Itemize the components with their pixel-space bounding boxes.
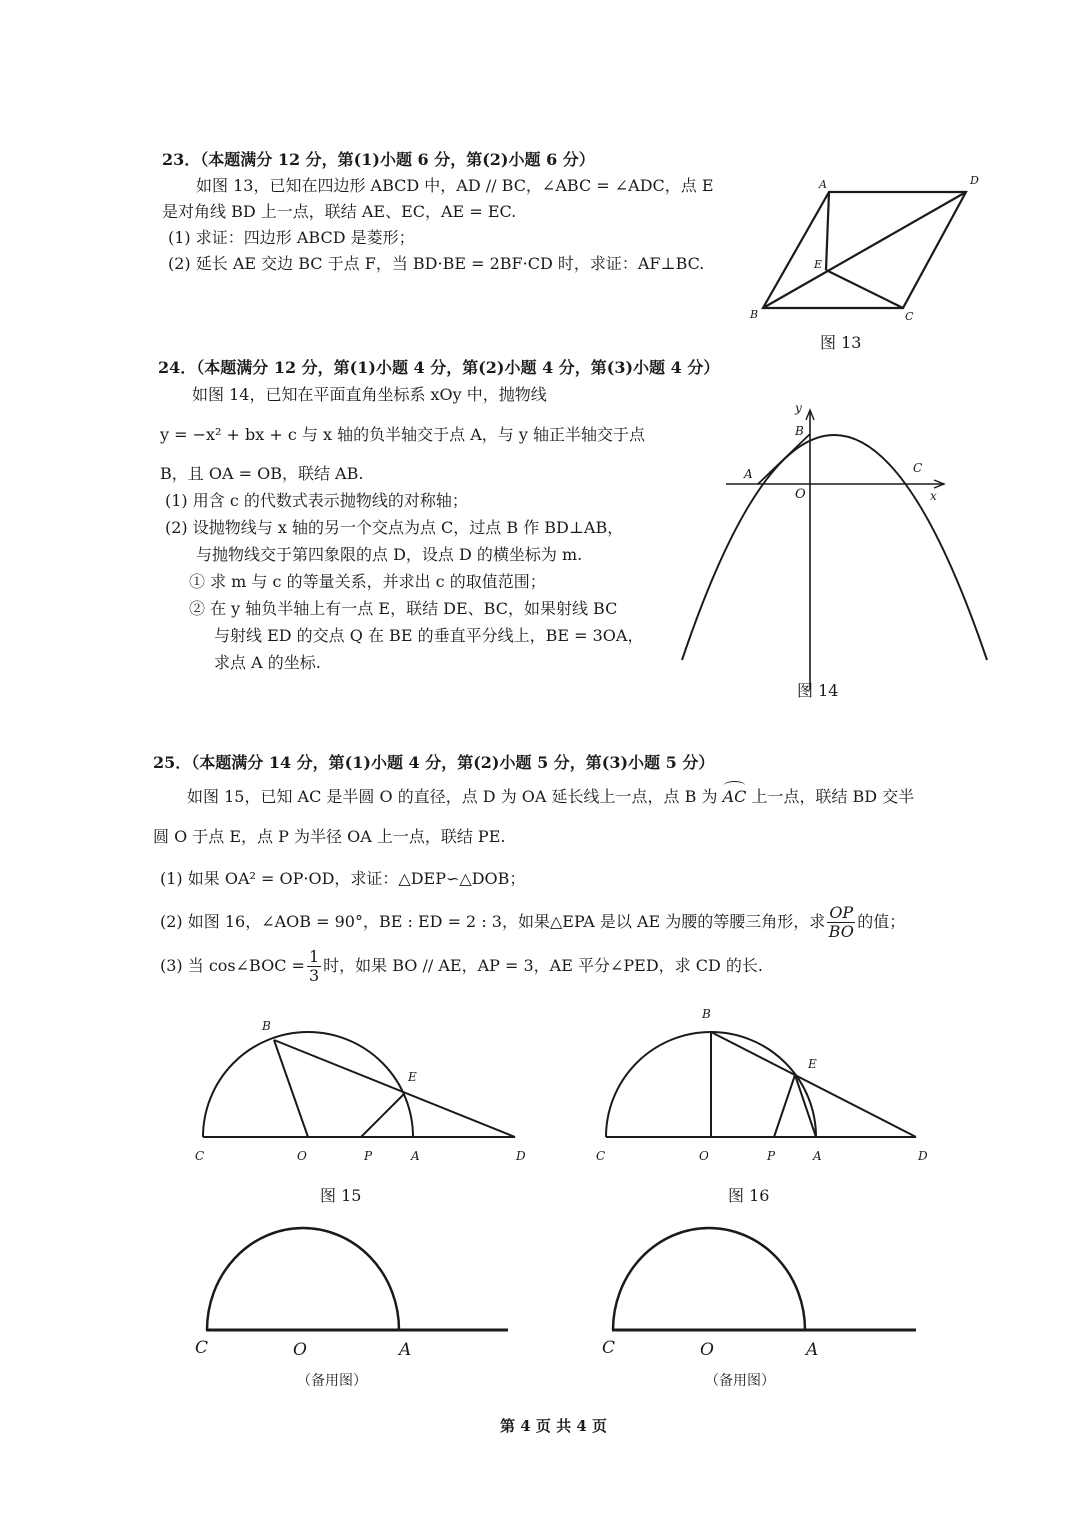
fig13-label-c: C: [905, 310, 914, 323]
diagonal-bd: [763, 192, 966, 308]
fig16-label-o: O: [699, 1149, 709, 1163]
fig14-y-arrow: [806, 410, 814, 420]
fig14-segment-ab: [758, 434, 810, 484]
q23-line1: 如图 13，已知在四边形 ABCD 中，AD // BC，∠ABC = ∠ADC，点 E: [196, 176, 714, 195]
fig16-label-a: A: [813, 1149, 822, 1163]
fig15-label-c: C: [195, 1149, 205, 1163]
q24-sub2b: 与射线 ED 的交点 Q 在 BE 的垂直平分线上，BE = 3OA，: [214, 626, 644, 645]
q23-header: 23．（本题满分 12 分，第(1)小题 6 分，第(2)小题 6 分）: [162, 150, 595, 169]
q24-header: 24．（本题满分 12 分，第(1)小题 4 分，第(2)小题 4 分，第(3)小题 4 分）: [158, 358, 720, 377]
fraction-op-bo: [827, 904, 855, 941]
fig16-segment-pe: [774, 1075, 795, 1137]
q25-line2: 圆 O 于点 E，点 P 为半径 OA 上一点，联结 PE.: [153, 827, 506, 846]
fig15-semicircle: [203, 1032, 413, 1137]
fig15-caption: 图 15: [320, 1186, 362, 1205]
fig15-label-p: P: [364, 1149, 373, 1163]
fig15-segment-bo: [274, 1040, 308, 1137]
spare-right-semicircle: [613, 1228, 805, 1330]
page-footer: 第 4 页 共 4 页: [500, 1417, 607, 1435]
fig15-label-d: D: [516, 1149, 526, 1163]
q24-sub2: ② 在 y 轴负半轴上有一点 E，联结 DE、BC，如果射线 BC: [189, 599, 618, 618]
spare-right-label-c: C: [602, 1338, 616, 1358]
spare-right-label-o: O: [700, 1340, 714, 1360]
fig14-label-a: A: [744, 467, 753, 481]
fig13-label-b: B: [750, 308, 759, 321]
fig14-label-x: x: [930, 489, 937, 503]
fig14-parabola: [682, 435, 987, 660]
spare-left-label-c: C: [195, 1338, 209, 1358]
fig15-label-a: A: [411, 1149, 420, 1163]
fig16-label-d: D: [918, 1149, 928, 1163]
q25-part2: [160, 902, 905, 942]
fig16-caption: 图 16: [728, 1186, 770, 1205]
q24-line1: 如图 14，已知在平面直角坐标系 xOy 中，抛物线: [192, 385, 547, 404]
q25-part3-end: 时，如果 BO // AE，AP = 3，AE 平分∠PED，求 CD 的长.: [323, 956, 764, 975]
rhombus-abcd: [763, 192, 966, 308]
fig14-label-o: O: [795, 487, 806, 502]
fig15-label-o: O: [297, 1149, 307, 1163]
fig15-label-e: E: [408, 1070, 417, 1084]
fig16-semicircle: [606, 1032, 816, 1137]
q24-line2: y = −x² + bx + c 与 x 轴的负半轴交于点 A，与 y 轴正半轴交于点: [160, 425, 645, 444]
spare-right-label-a: A: [806, 1340, 819, 1360]
q24-part1: (1) 用含 c 的代数式表示抛物线的对称轴；: [165, 491, 468, 510]
q24-part2: (2) 设抛物线与 x 轴的另一个交点为点 C，过点 B 作 BD⊥AB，: [165, 518, 624, 537]
fig13-label-a: A: [819, 178, 827, 191]
fig14-label-y: y: [795, 401, 802, 415]
fig14-x-arrow: [934, 480, 944, 488]
q25-part2-end: 的值；: [857, 912, 906, 931]
q25-line1: [187, 786, 914, 808]
spare-right-caption: （备用图）: [705, 1373, 775, 1389]
fig15-segment-pe: [361, 1094, 404, 1137]
q23-part1: (1) 求证：四边形 ABCD 是菱形；: [168, 228, 415, 247]
arc-ac-label: AC: [722, 787, 747, 806]
fraction-one-third: [307, 948, 321, 985]
q25-part1: (1) 如果 OA² = OP·OD，求证：△DEP∽△DOB；: [160, 869, 526, 888]
fig16-segment-bd: [711, 1032, 916, 1137]
fig16-label-b: B: [702, 1007, 711, 1021]
fig13-label-d: D: [970, 174, 979, 187]
q24-sub1: ① 求 m 与 c 的等量关系，并求出 c 的取值范围；: [189, 572, 546, 591]
segment-ec: [826, 270, 903, 308]
spare-left-semicircle: [207, 1228, 399, 1330]
fig16-segment-ea: [795, 1075, 816, 1137]
q25-line1-a: 如图 15，已知 AC 是半圆 O 的直径，点 D 为 OA 延长线上一点，点 B 为: [187, 787, 723, 806]
spare-left-caption: （备用图）: [297, 1373, 367, 1389]
q25-header: 25．（本题满分 14 分，第(1)小题 4 分，第(2)小题 5 分，第(3)小题 5 分）: [153, 753, 715, 772]
q23-part2: (2) 延长 AE 交边 BC 于点 F，当 BD·BE = 2BF·CD 时，求证：AF⊥BC.: [168, 254, 705, 273]
fig14-label-b: B: [795, 424, 804, 438]
fig15-label-b: B: [262, 1019, 271, 1033]
fig16-label-c: C: [596, 1149, 606, 1163]
segment-ae: [826, 192, 829, 270]
q24-line3: B，且 OA = OB，联结 AB.: [160, 464, 364, 483]
fig14-caption: 图 14: [797, 681, 839, 700]
fraction-1: 1: [308, 947, 320, 966]
spare-left-label-a: A: [399, 1340, 412, 1360]
fraction-3: 3: [308, 966, 320, 985]
q25-part2-text: (2) 如图 16，∠AOB = 90°，BE : ED = 2 : 3，如果△EPA 是以 AE 为腰的等腰三角形，求: [160, 912, 826, 931]
fig15-segment-bd: [274, 1040, 515, 1137]
q24-sub2c: 求点 A 的坐标.: [214, 653, 321, 672]
fig13-label-e: E: [814, 258, 823, 271]
fig16-label-e: E: [808, 1057, 817, 1071]
fig16-label-p: P: [767, 1149, 776, 1163]
fraction-op: OP: [829, 903, 854, 922]
spare-left-label-o: O: [293, 1340, 307, 1360]
q25-part3: [160, 946, 763, 986]
fig14-label-c: C: [913, 461, 923, 475]
q25-part3-text: (3) 当 cos∠BOC =: [160, 956, 305, 975]
q23-line2: 是对角线 BD 上一点，联结 AE、EC，AE = EC.: [162, 202, 517, 221]
fraction-bo: BO: [828, 922, 854, 941]
q24-part2b: 与抛物线交于第四象限的点 D，设点 D 的横坐标为 m.: [196, 545, 583, 564]
fig13-caption: 图 13: [820, 333, 862, 352]
q25-line1-b: 上一点，联结 BD 交半: [746, 787, 915, 806]
